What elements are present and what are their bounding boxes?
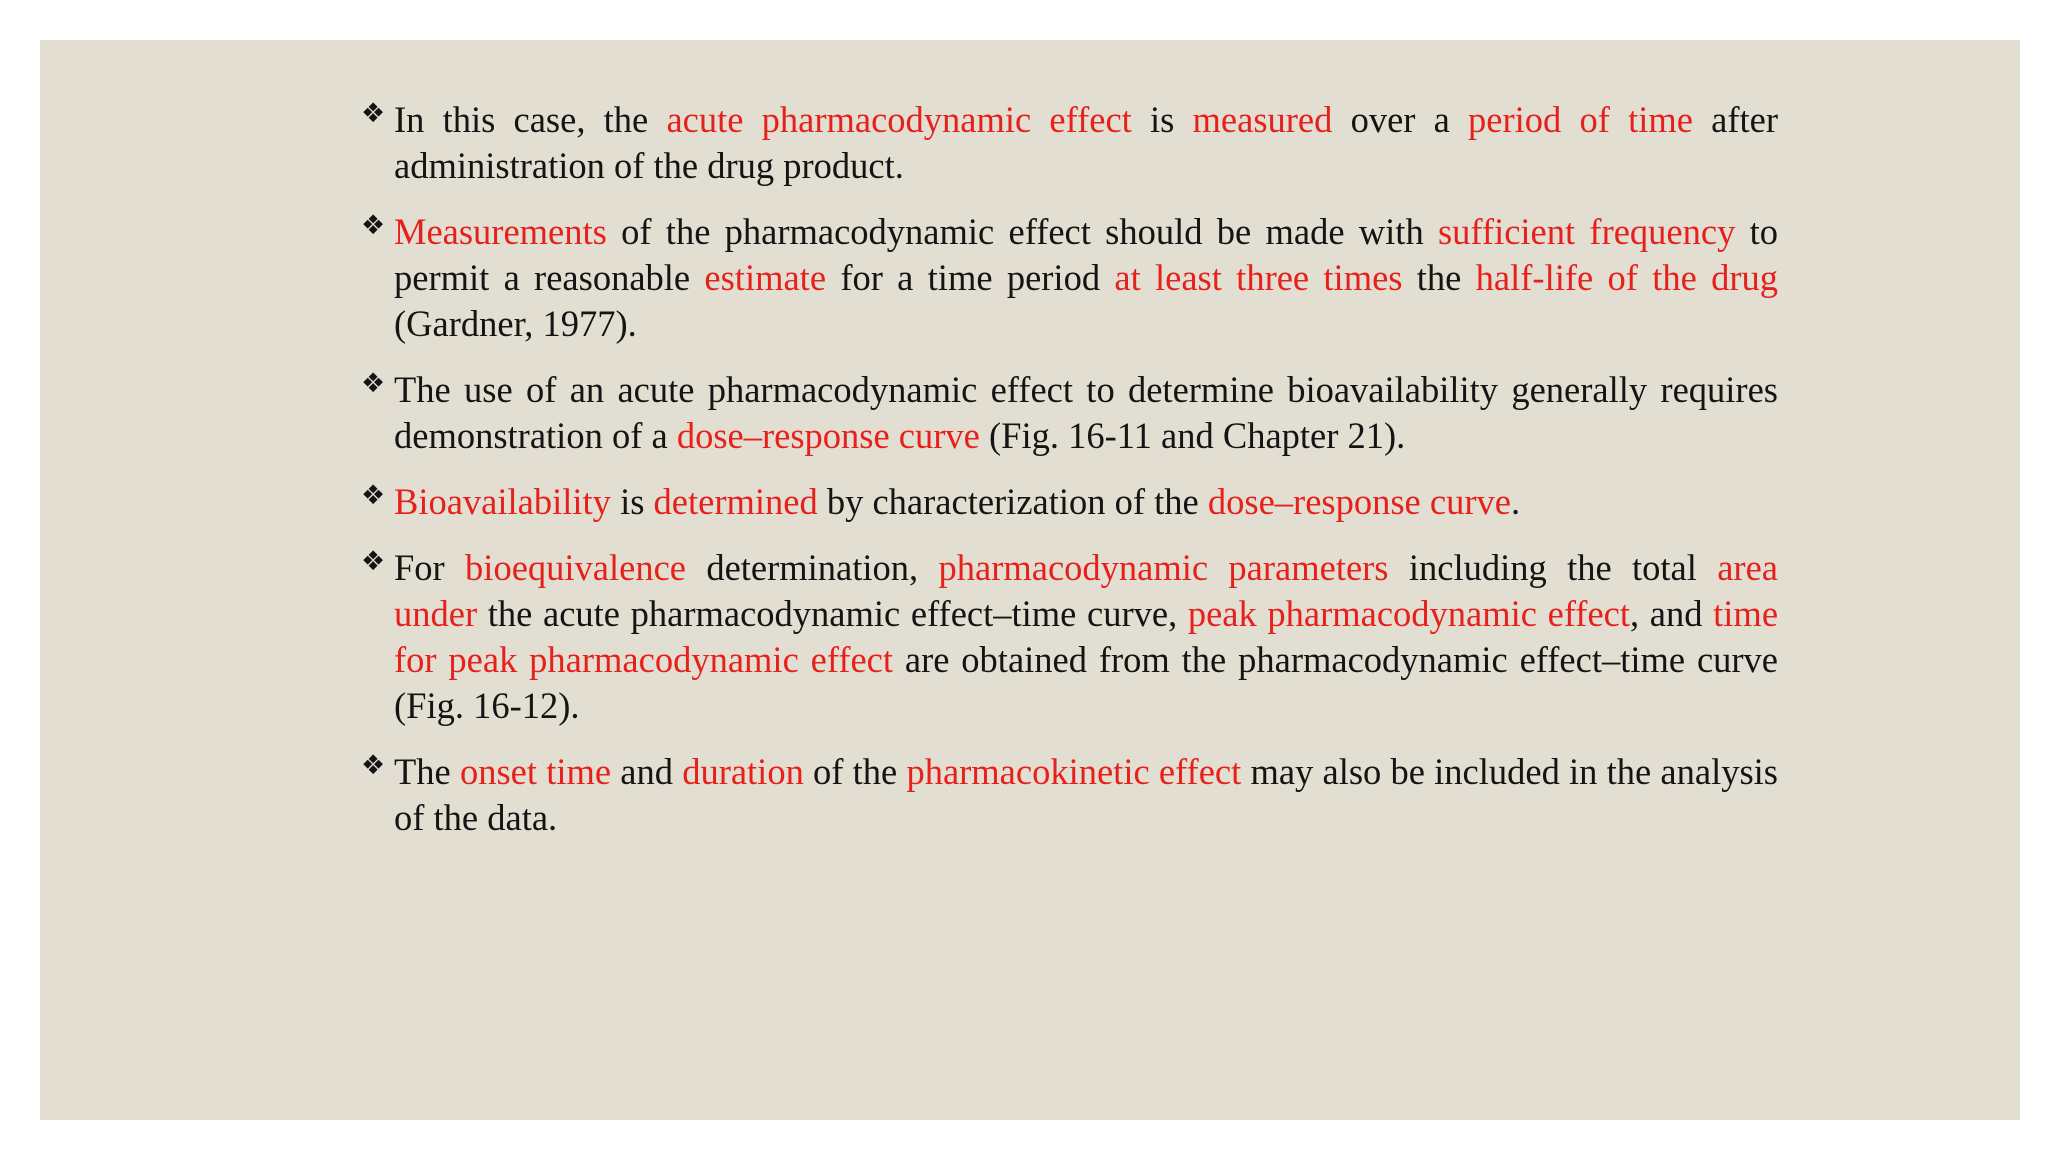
highlighted-text: duration (682, 751, 804, 792)
body-text: (Fig. 16-11 and Chapter 21). (979, 415, 1406, 456)
body-text: after administration of the drug product. (394, 99, 1778, 186)
body-text: determination, (685, 547, 939, 588)
highlighted-text: measured (1192, 99, 1333, 140)
diamond-bullet-icon: ❖ (361, 750, 386, 781)
body-text: (Gardner, 1977). (394, 303, 637, 344)
bullet-item (361, 545, 1779, 729)
highlighted-text: bioequivalence (465, 547, 686, 588)
highlighted-text: onset time (459, 751, 612, 792)
body-text: of the (803, 751, 907, 792)
body-text: are obtained from the pharmacodynamic effect–time curve (Fig. 16-12). (394, 639, 1778, 726)
highlighted-text: estimate (704, 257, 827, 298)
body-text: . (1510, 481, 1521, 522)
body-text: is (1131, 99, 1193, 140)
body-text: In this case, the (394, 99, 667, 140)
highlighted-text: area under (394, 547, 1778, 634)
highlighted-text: Measurements (394, 211, 607, 252)
bullet-item (361, 479, 1778, 525)
highlighted-text: acute pharmacodynamic effect (666, 99, 1132, 140)
body-text: may also be included in the analysis of the data. (394, 751, 1779, 838)
body-text: The use of an acute pharmacodynamic effect to determine bioavailability generally requires demonstration of a (394, 369, 1778, 456)
body-text: For (394, 547, 466, 588)
highlighted-text: sufficient frequency (1437, 211, 1736, 252)
highlighted-text: pharmacokinetic effect (906, 751, 1242, 792)
highlighted-text: dose–response curve (676, 415, 980, 456)
bullet-item (361, 97, 1778, 189)
bullet-item (361, 749, 1779, 841)
highlighted-text: half-life of the drug (1475, 257, 1778, 298)
body-text: The (394, 751, 460, 792)
highlighted-text: at least three times (1114, 257, 1403, 298)
body-text: by characterization of the (817, 481, 1208, 522)
highlighted-text: period of time (1468, 99, 1693, 140)
body-text: for a time period (826, 257, 1115, 298)
body-text: the (1402, 257, 1476, 298)
body-text: , and (1630, 593, 1714, 634)
slide-background (40, 40, 2020, 1120)
body-text: and (611, 751, 683, 792)
body-text: over a (1332, 99, 1469, 140)
bullet-item (361, 367, 1778, 459)
highlighted-text: pharmacodynamic parameters (938, 547, 1389, 588)
highlighted-text: peak pharmacodynamic effect (1187, 593, 1631, 634)
diamond-bullet-icon: ❖ (361, 210, 386, 241)
body-text: including the total (1388, 547, 1718, 588)
diamond-bullet-icon: ❖ (361, 480, 386, 511)
highlighted-text: Bioavailability (394, 481, 611, 522)
body-text: of the pharmacodynamic effect should be made with (606, 211, 1438, 252)
body-text: the acute pharmacodynamic effect–time curve, (477, 593, 1188, 634)
body-text: is (610, 481, 654, 522)
diamond-bullet-icon: ❖ (361, 546, 386, 577)
bullet-list (361, 97, 1779, 861)
diamond-bullet-icon: ❖ (361, 368, 386, 399)
bullet-item (361, 209, 1778, 347)
highlighted-text: time for peak pharmacodynamic effect (394, 593, 1779, 680)
highlighted-text: determined (653, 481, 818, 522)
body-text: to permit a reasonable (394, 211, 1778, 298)
highlighted-text: dose–response curve (1207, 481, 1511, 522)
diamond-bullet-icon: ❖ (361, 98, 386, 129)
